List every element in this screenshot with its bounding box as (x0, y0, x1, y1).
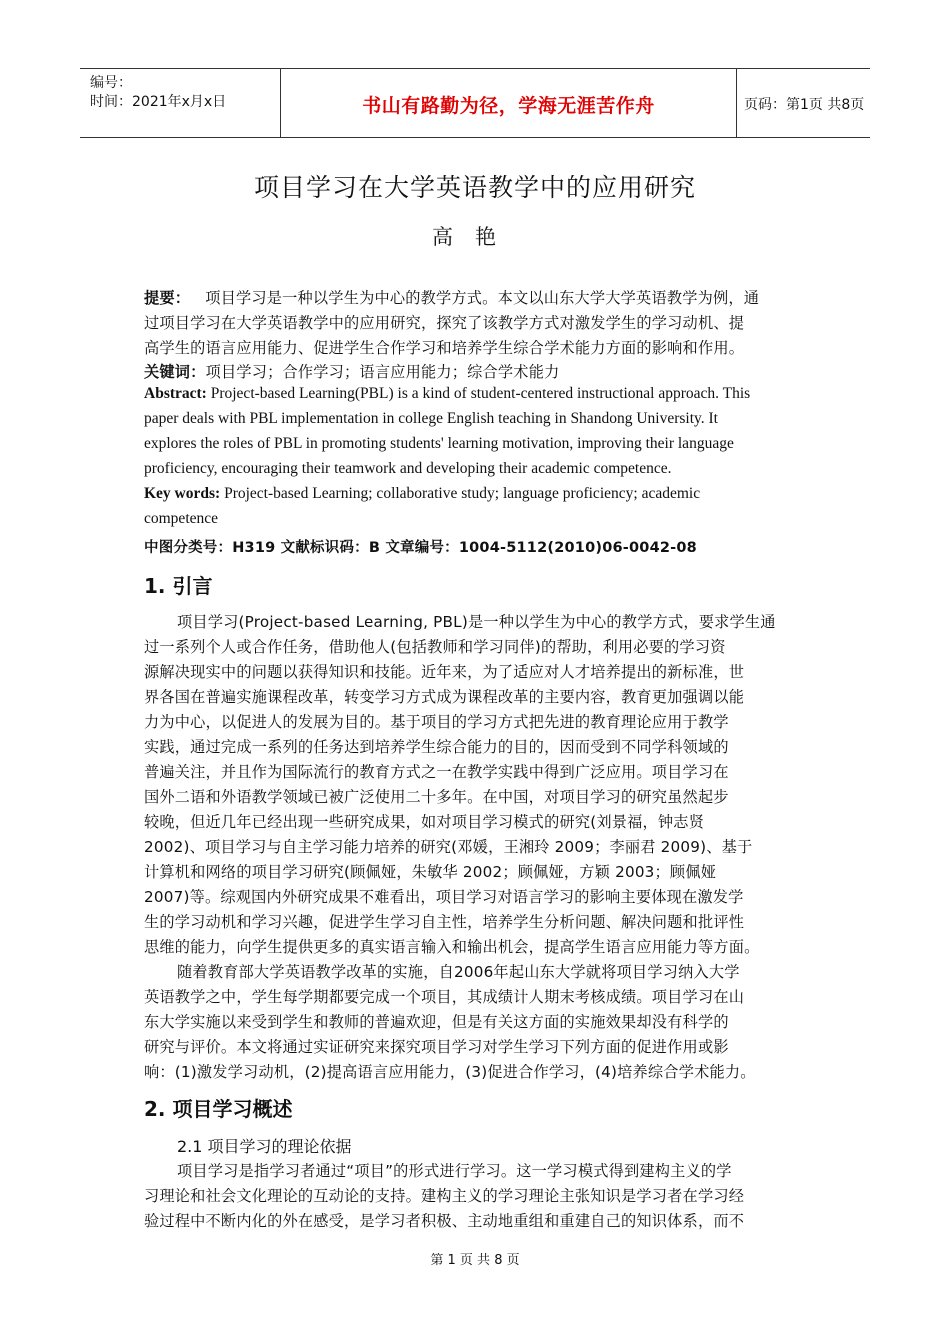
classification-line: 中图分类号：H319 文献标识码：B 文章编号：1004-5112(2010)06-0042-08 (144, 540, 697, 556)
body-line: 项目学习(Project-based Learning, PBL)是一种以学生为中心的教学方式，要求学生通 (177, 613, 776, 631)
abstract-cn-line: 过项目学习在大学英语教学中的应用研究，探究了该教学方式对激发学生的学习动机、提 (144, 314, 745, 332)
body-line: 2002)、项目学习与自主学习能力培养的研究(邓媛，王湘玲 2009；李丽君 2009)、基于 (144, 838, 753, 856)
motto: 书山有路勤为径，学海无涯苦作舟 (362, 95, 655, 117)
header-left-cell (80, 69, 280, 137)
body-line: 研究与评价。本文将通过实证研究来探究项目学习对学生学习下列方面的促进作用或影 (144, 1038, 729, 1056)
body-line: 英语教学之中，学生每学期都要完成一个项目，其成绩计人期末考核成绩。项目学习在山 (144, 988, 745, 1006)
body-line: 过一系列个人或合作任务，借助他人(包括教师和学习同伴)的帮助，利用必要的学习资 (144, 638, 726, 656)
body-line: 较晚，但近几年已经出现一些研究成果，如对项目学习模式的研究(刘景福，钟志贤 (144, 813, 705, 831)
body-line: 普遍关注，并且作为国际流行的教育方式之一在教学实践中得到广泛应用。项目学习在 (144, 763, 729, 781)
body-line: 思维的能力，向学生提供更多的真实语言输入和输出机会，提高学生语言应用能力等方面。 (144, 938, 760, 956)
body-line: 随着教育部大学英语教学改革的实施，自2006年起山东大学就将项目学习纳入大学 (177, 963, 740, 981)
body-line: 项目学习是指学习者通过“项目”的形式进行学习。这一学习模式得到建构主义的学 (177, 1162, 732, 1180)
keywords-en-line (144, 485, 700, 503)
body-line: 界各国在普遍实施课程改革，转变学习方式成为课程改革的主要内容，教育更加强调以能 (144, 688, 745, 706)
keywords-en-text: Project-based Learning; collaborative study; language proficiency; academic (224, 485, 701, 502)
page-footer: 第 1 页 共 8 页 (430, 1253, 520, 1268)
body-line: 计算机和网络的项目学习研究(顾佩娅，朱敏华 2002；顾佩娅，方颖 2003；顾佩娅 (144, 863, 717, 881)
abstract-en-line: explores the roles of PBL in promoting students' learning motivation, improving their language (144, 435, 734, 452)
header-right-cell (736, 69, 870, 137)
abstract-cn-text: 项目学习是一种以学生为中心的教学方式。本文以山东大学大学英语教学为例，通 (205, 289, 760, 307)
serial-label: 编号： (90, 75, 132, 91)
abstract-cn-line: 高学生的语言应用能力、促进学生合作学习和培养学生综合学术能力方面的影响和作用。 (144, 339, 745, 357)
abstract-en-line (144, 385, 750, 403)
keywords-en-label: Key words: (144, 485, 221, 502)
keywords-cn-text: 项目学习；合作学习；语言应用能力；综合学术能力 (205, 363, 560, 381)
body-line: 2007)等。综观国内外研究成果不难看出，项目学习对语言学习的影响主要体现在激发学 (144, 888, 744, 906)
abstract-en-line: proficiency, encouraging their teamwork and developing their academic competence. (144, 460, 672, 477)
body-line: 源解决现实中的问题以获得知识和技能。近年来，为了适应对人才培养提出的新标准，世 (144, 663, 745, 681)
section-1-heading: 1. 引言 (144, 574, 213, 598)
body-line: 习理论和社会文化理论的互动论的支持。建构主义的学习理论主张知识是学习者在学习经 (144, 1187, 745, 1205)
paper-title: 项目学习在大学英语教学中的应用研究 (253, 173, 696, 202)
abstract-cn-line (144, 287, 759, 308)
body-line: 力为中心，以促进人的发展为目的。基于项目的学习方式把先进的教育理论应用于教学 (144, 713, 729, 731)
body-line: 验过程中不断内化的外在感受，是学习者积极、主动地重组和重建自己的知识体系，而不 (144, 1212, 745, 1230)
keywords-cn (144, 361, 559, 382)
header-motto-cell (280, 69, 737, 137)
author-name: 高艳 (432, 225, 518, 249)
abstract-en-text: Project-based Learning(PBL) is a kind of student-centered instructional approach. This (210, 385, 751, 402)
body-line: 生的学习动机和学习兴趣，促进学生学习自主性，培养学生分析问题、解决问题和批评性 (144, 913, 745, 931)
abstract-cn-label: 提要： (144, 289, 191, 307)
body-line: 实践，通过完成一系列的任务达到培养学生综合能力的目的，因而受到不同学科领域的 (144, 738, 729, 756)
date-label: 时间：2021年x月x日 (90, 94, 227, 110)
page-label: 页码：第1页 共8页 (744, 97, 865, 113)
keywords-cn-label: 关键词： (144, 363, 206, 381)
abstract-en-label: Abstract: (144, 385, 207, 402)
section-2-1-heading: 2.1 项目学习的理论依据 (177, 1137, 352, 1156)
abstract-en-line: paper deals with PBL implementation in college English teaching in Shandong University. It (144, 410, 718, 427)
header-table (80, 68, 870, 138)
body-line: 东大学实施以来受到学生和教师的普遍欢迎，但是有关这方面的实施效果却没有科学的 (144, 1013, 729, 1031)
section-2-heading: 2. 项目学习概述 (144, 1097, 293, 1121)
body-line: 响：(1)激发学习动机，(2)提高语言应用能力，(3)促进合作学习，(4)培养综合学术能力。 (144, 1063, 756, 1081)
keywords-en-line: competence (144, 510, 219, 527)
body-line: 国外二语和外语教学领域已被广泛使用二十多年。在中国，对项目学习的研究虽然起步 (144, 788, 729, 806)
